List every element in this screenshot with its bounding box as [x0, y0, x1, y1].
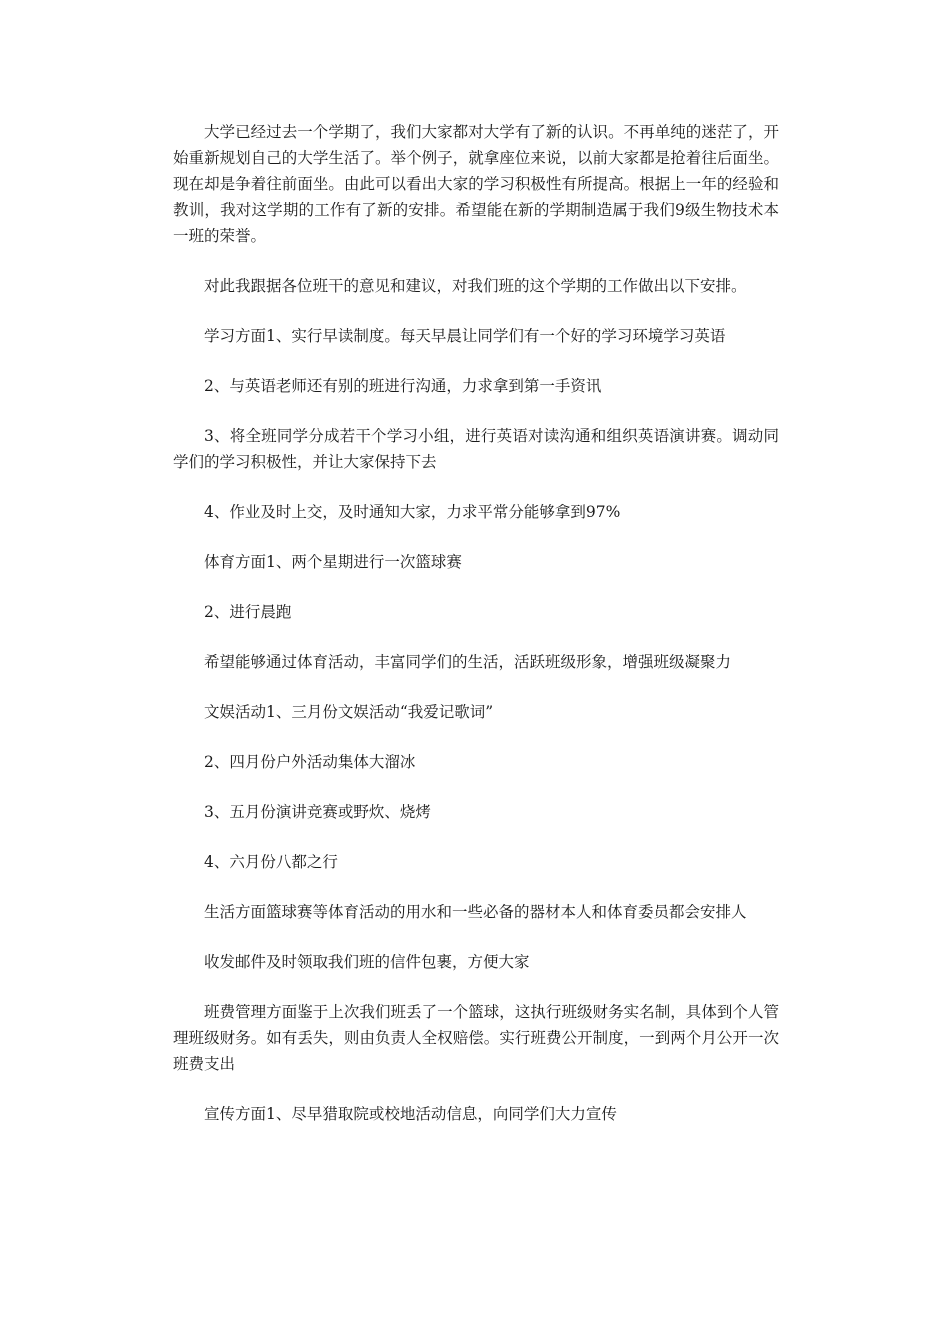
paragraph-life-1: 生活方面篮球赛等体育活动的用水和一些必备的器材本人和体育委员都会安排人	[204, 903, 747, 921]
paragraph-intro: 大学已经过去一个学期了，我们大家都对大学有了新的认识。不再单纯的迷茫了，开始重新规划自己的大学生活了。举个例子，就拿座位来说，以前大家都是抢着往后面坐。现在却是争着往前面坐。由此可以看出大家的学习积极性有所提高。根据上一年的经验和教训，我对这学期的工作有了新的安排。希望能在新的学期制造属于我们9级生物技术本一班的荣誉。	[173, 123, 779, 245]
paragraph-sports-2: 2、进行晨跑	[204, 603, 292, 621]
paragraph-study-4: 4、作业及时上交，及时通知大家，力求平常分能够拿到97%	[204, 503, 621, 521]
paragraph-entertainment-3: 3、五月份演讲竞赛或野炊、烧烤	[204, 803, 431, 821]
paragraph-publicity-1: 宣传方面1、尽早猎取院或校地活动信息，向同学们大力宣传	[204, 1105, 617, 1123]
paragraph-entertainment-2: 2、四月份户外活动集体大溜冰	[204, 753, 416, 771]
paragraph-sports-1: 体育方面1、两个星期进行一次篮球赛	[204, 553, 462, 571]
paragraph-sports-goal: 希望能够通过体育活动，丰富同学们的生活，活跃班级形象，增强班级凝聚力	[204, 653, 732, 671]
paragraph-study-2: 2、与英语老师还有别的班进行沟通，力求拿到第一手资讯	[204, 377, 602, 395]
paragraph-study-1: 学习方面1、实行早读制度。每天早晨让同学们有一个好的学习环境学习英语	[204, 327, 726, 345]
paragraph-life-2: 收发邮件及时领取我们班的信件包裹，方便大家	[204, 953, 530, 971]
document-body	[173, 119, 779, 1151]
paragraph-entertainment-1: 文娱活动1、三月份文娱活动“我爱记歌词”	[204, 703, 494, 721]
paragraph-study-3: 3、将全班同学分成若干个学习小组，进行英语对读沟通和组织英语演讲赛。调动同学们的学习积极性，并让大家保持下去	[173, 427, 779, 471]
paragraph-finance: 班费管理方面鉴于上次我们班丢了一个篮球，这执行班级财务实名制，具体到个人管理班级财务。如有丢失，则由负责人全权赔偿。实行班费公开制度，一到两个月公开一次班费支出	[173, 1003, 779, 1073]
paragraph-entertainment-4: 4、六月份八都之行	[204, 853, 338, 871]
paragraph-arrangement: 对此我跟据各位班干的意见和建议，对我们班的这个学期的工作做出以下安排。	[204, 277, 747, 295]
